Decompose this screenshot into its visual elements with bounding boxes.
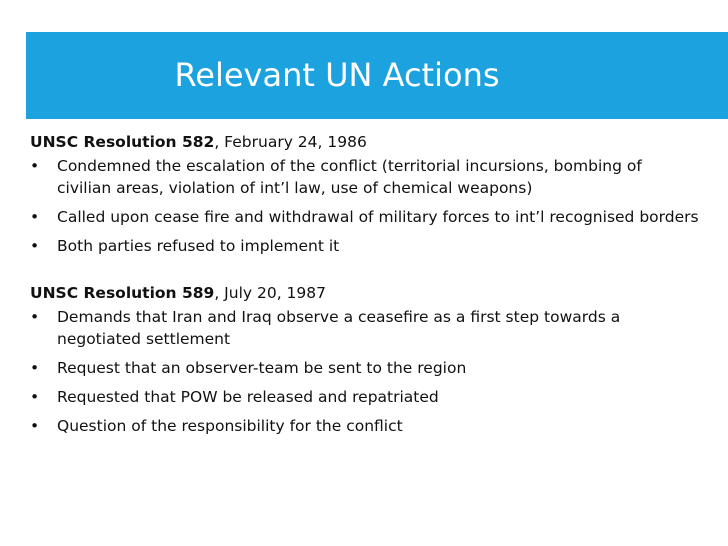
resolution-heading [30,280,700,306]
bullet-item [30,206,700,228]
bullet-item [30,235,700,257]
bullet-text: Question of the responsibility for the conflict [57,417,403,435]
resolution-number: UNSC Resolution 589 [30,284,215,302]
slide-body [30,129,700,444]
bullet-icon: • [30,417,40,435]
bullet-icon: • [30,388,40,406]
bullet-icon: • [30,359,40,377]
bullet-text: Request that an observer-team be sent to the region [57,359,467,377]
bullet-text: Called upon cease fire and withdrawal of military forces to int’l recognised borders [57,208,699,226]
resolution-date: , February 24, 1986 [214,133,367,151]
bullet-list [30,306,700,437]
bullet-text: Requested that POW be released and repatriated [57,388,439,406]
bullet-icon: • [30,208,40,226]
bullet-text: Both parties refused to implement it [57,237,340,255]
bullet-item [30,357,700,379]
bullet-item [30,306,700,350]
resolution-582-section [30,129,700,257]
bullet-icon: • [30,308,40,326]
resolution-589-section [30,280,700,437]
resolution-heading [30,129,700,155]
bullet-icon: • [30,237,40,255]
bullet-item [30,155,700,199]
bullet-item [30,415,700,437]
resolution-number: UNSC Resolution 582 [30,133,215,151]
resolution-date: , July 20, 1987 [214,284,327,302]
slide-title: Relevant UN Actions [174,56,500,94]
bullet-text: Demands that Iran and Iraq observe a ceasefire as a first step towards a negotiated settlement [57,308,621,348]
title-bar [26,32,728,119]
bullet-text: Condemned the escalation of the conflict (territorial incursions, bombing of civilian areas, violation of int’l law, use of chemical weapons) [57,157,642,197]
bullet-item [30,386,700,408]
bullet-list [30,155,700,257]
bullet-icon: • [30,157,40,175]
